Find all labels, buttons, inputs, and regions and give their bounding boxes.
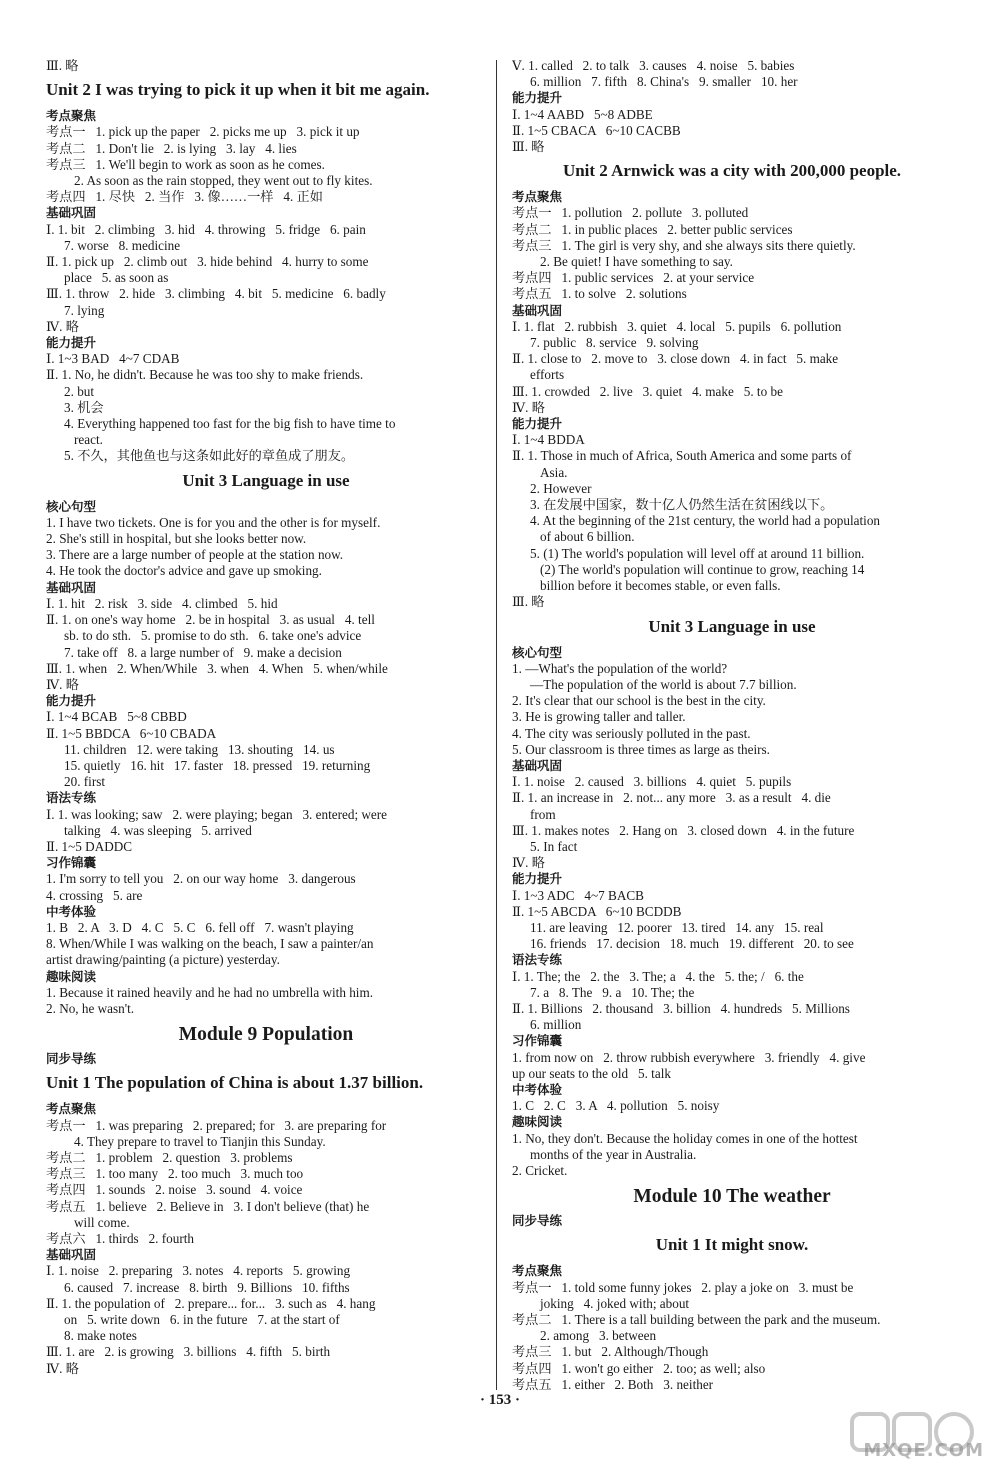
page-number: · 153 ·	[479, 1392, 520, 1408]
answer-line: 11. are leaving 12. poorer 13. tired 14. any 15. real	[530, 919, 824, 935]
answer-line: 1. I have two tickets. One is for you and the other is for myself.	[46, 514, 381, 530]
answer-line: Ⅰ. 1~4 BCAB 5~8 CBBD	[46, 709, 187, 725]
section-heading: 同步导练	[512, 1213, 563, 1229]
answer-line: react.	[74, 432, 103, 448]
unit-title: Unit 1 It might snow.	[655, 1235, 809, 1255]
answer-line: 8. make notes	[64, 1328, 137, 1344]
answer-line: 4. He took the doctor's advice and gave up smoking.	[46, 563, 322, 579]
answer-line: 2. As soon as the rain stopped, they went out to fly kites.	[74, 173, 373, 189]
answer-line: 考点四 1. won't go either 2. too; as well; also	[512, 1360, 766, 1376]
answer-line: 2. No, he wasn't.	[46, 1000, 135, 1016]
answer-line: Ⅴ. 1. called 2. to talk 3. causes 4. noise 5. babies	[512, 58, 795, 73]
column-divider	[496, 60, 497, 1390]
answer-line: 1. C 2. C 3. A 4. pollution 5. noisy	[512, 1098, 720, 1114]
answer-line: Ⅲ. 1. makes notes 2. Hang on 3. closed down 4. in the future	[512, 822, 855, 838]
answer-line: Ⅳ. 略	[512, 855, 545, 871]
section-heading: 考点聚焦	[512, 189, 563, 205]
answer-line: 5. 不久，其他鱼也与这条如此好的章鱼成了朋友。	[64, 448, 355, 464]
answer-line: Ⅱ. 1. an increase in 2. not... any more 3. as a result 4. die	[512, 790, 831, 806]
answer-line: 2. Cricket.	[512, 1163, 568, 1178]
answer-line: 7. a 8. The 9. a 10. The; the	[530, 984, 695, 1000]
answer-line: Ⅱ. 1. on one's way home 2. be in hospital 3. as usual 4. tell	[46, 612, 375, 628]
answer-line: 4. At the beginning of the 21st century, the world had a population	[530, 513, 881, 529]
answer-line: Ⅲ. 1. when 2. When/While 3. when 4. When 5. when/while	[46, 660, 388, 676]
answer-line: 考点五 1. believe 2. Believe in 3. I don't believe (that) he	[46, 1198, 370, 1214]
answer-line: 4. They prepare to travel to Tianjin this Sunday.	[74, 1133, 326, 1149]
answer-line: 3. There are a large number of people at the station now.	[46, 547, 344, 563]
answer-line: Ⅰ. 1. was looking; saw 2. were playing; began 3. entered; were	[46, 806, 388, 822]
answer-line: Asia.	[540, 464, 568, 480]
section-heading: 同步导练	[46, 1051, 97, 1067]
answer-line: 1. No, they don't. Because the holiday comes in one of the hottest	[512, 1130, 858, 1146]
left-column	[46, 58, 486, 1377]
answer-line: 1. I'm sorry to tell you 2. on our way home 3. dangerous	[46, 871, 356, 887]
unit-title: Unit 2 I was trying to pick it up when it bit me again.	[46, 80, 430, 100]
answer-line: 考点一 1. was preparing 2. prepared; for 3. are preparing for	[46, 1117, 387, 1133]
answer-line: 5. (1) The world's population will level off at around 11 billion.	[530, 545, 865, 561]
answer-line: 4. crossing 5. are	[46, 887, 143, 903]
answer-line: 2. It's clear that our school is the best in the city.	[512, 693, 766, 709]
answer-line: Ⅰ. 1. The; the 2. the 3. The; a 4. the 5. the; / 6. the	[512, 968, 804, 984]
answer-line: Ⅳ. 略	[512, 399, 545, 415]
answer-line: 1. —What's the population of the world?	[512, 660, 728, 676]
answer-line: 考点五 1. to solve 2. solutions	[512, 286, 687, 302]
answer-line: 考点三 1. but 2. Although/Though	[512, 1344, 709, 1360]
answer-line: 考点四 1. sounds 2. noise 3. sound 4. voice	[46, 1182, 303, 1198]
section-heading: 能力提升	[46, 693, 97, 709]
answer-line: Ⅱ. 1. close to 2. move to 3. close down 4. in fact 5. make	[512, 351, 839, 367]
module-title: Module 9 Population	[178, 1024, 354, 1046]
answer-line: Ⅰ. 1. flat 2. rubbish 3. quiet 4. local 5. pupils 6. pollution	[512, 318, 842, 334]
answer-line: 考点六 1. thirds 2. fourth	[46, 1231, 194, 1246]
answer-line: Ⅰ. 1. bit 2. climbing 3. hid 4. throwing 5. fridge 6. pain	[46, 221, 366, 237]
answer-line: Ⅲ. 1. throw 2. hide 3. climbing 4. bit 5. medicine 6. badly	[46, 286, 386, 302]
answer-line: 5. Our classroom is three times as large as theirs.	[512, 741, 770, 757]
answer-line: 考点一 1. told some funny jokes 2. play a joke on 3. must be	[512, 1279, 854, 1295]
answer-line: Ⅰ. 1. hit 2. risk 3. side 4. climbed 5. hid	[46, 595, 278, 611]
answer-line: talking 4. was sleeping 5. arrived	[64, 822, 252, 838]
unit-title: Unit 1 The population of China is about 1.37 billion.	[46, 1073, 424, 1093]
answer-line: 6. caused 7. increase 8. birth 9. Billions 10. fifths	[64, 1279, 350, 1295]
answer-line: Ⅳ. 略	[46, 1360, 79, 1376]
answer-line: billion before it becomes stable, or even falls.	[540, 578, 781, 594]
answer-line: of about 6 billion.	[540, 529, 635, 545]
answer-line: sb. to do sth. 5. promise to do sth. 6. take one's advice	[64, 628, 362, 644]
answer-line: Ⅳ. 略	[46, 676, 79, 692]
section-heading: 基础巩固	[512, 302, 563, 318]
section-heading: 核心句型	[46, 498, 97, 514]
answer-line: Ⅱ. 1. No, he didn't. Because he was too shy to make friends.	[46, 367, 364, 383]
section-heading: 基础巩固	[46, 1247, 97, 1263]
answer-line: 20. first	[64, 774, 106, 790]
answer-line: 考点二 1. Don't lie 2. is lying 3. lay 4. lies	[46, 140, 297, 156]
answer-line: Ⅱ. 1. Those in much of Africa, South America and some parts of	[512, 448, 852, 464]
answer-line: 3. 机会	[64, 399, 104, 415]
answer-line: Ⅲ. 略	[512, 594, 545, 610]
answer-line: (2) The world's population will continue to grow, reaching 14	[540, 561, 865, 577]
answer-line: Ⅲ. 1. are 2. is growing 3. billions 4. fifth 5. birth	[46, 1344, 331, 1360]
section-heading: 趣味阅读	[46, 968, 97, 984]
answer-line: artist drawing/painting (a picture) yesterday.	[46, 952, 280, 968]
answer-line: 2. However	[530, 480, 592, 496]
answer-line: 1. Because it rained heavily and he had no umbrella with him.	[46, 984, 374, 1000]
section-heading: 考点聚焦	[512, 1263, 563, 1279]
module-title: Module 10 The weather	[633, 1186, 831, 1208]
answer-line: 11. children 12. were taking 13. shouting 14. us	[64, 741, 335, 757]
answer-line: 考点二 1. in public places 2. better public services	[512, 221, 793, 237]
section-heading: 习作锦囊	[46, 855, 97, 871]
answer-line: from	[530, 806, 556, 822]
answer-line: 7. public 8. service 9. solving	[530, 335, 699, 351]
section-heading: 考点聚焦	[46, 108, 97, 124]
answer-line: will come.	[74, 1214, 130, 1230]
answer-line: Ⅱ. 1. the population of 2. prepare... for... 3. such as 4. hang	[46, 1295, 376, 1311]
section-heading: 习作锦囊	[512, 1033, 563, 1049]
section-heading: 核心句型	[512, 644, 563, 660]
answer-line: Ⅱ. 1~5 DADDC	[46, 838, 133, 854]
answer-line: —The population of the world is about 7.7 billion.	[530, 676, 797, 692]
section-heading: 能力提升	[512, 416, 563, 432]
answer-line: 考点五 1. either 2. Both 3. neither	[512, 1376, 714, 1392]
answer-line: Ⅱ. 1. Billions 2. thousand 3. billion 4. hundreds 5. Millions	[512, 1000, 850, 1016]
answer-line: 考点四 1. 尽快 2. 当作 3. 像……一样 4. 正如	[46, 189, 323, 205]
answer-line: Ⅰ. 1. noise 2. caused 3. billions 4. quiet 5. pupils	[512, 774, 792, 790]
answer-line: 2. She's still in hospital, but she looks better now.	[46, 531, 307, 547]
answer-line: 3. 在发展中国家，数十亿人仍然生活在贫困线以下。	[530, 497, 834, 513]
answer-line: on 5. write down 6. in the future 7. at the start of	[64, 1312, 340, 1328]
unit-title: Unit 3 Language in use	[182, 470, 350, 490]
answer-line: months of the year in Australia.	[530, 1146, 697, 1162]
section-heading: 能力提升	[512, 871, 563, 887]
answer-line: Ⅰ. 1~3 ADC 4~7 BACB	[512, 887, 644, 903]
answer-line: 4. The city was seriously polluted in the past.	[512, 725, 751, 741]
answer-line: 考点二 1. There is a tall building between the park and the museum.	[512, 1312, 881, 1328]
answer-line: 考点二 1. problem 2. question 3. problems	[46, 1149, 293, 1165]
answer-line: 考点三 1. The girl is very shy, and she always sits there quietly.	[512, 237, 856, 253]
answer-line: Ⅱ. 1. pick up 2. climb out 3. hide behind 4. hurry to some	[46, 254, 369, 270]
section-heading: 趣味阅读	[512, 1114, 563, 1130]
section-heading: 语法专练	[46, 790, 97, 806]
answer-line: 考点四 1. public services 2. at your service	[512, 270, 755, 286]
answer-line: 2. among 3. between	[540, 1328, 657, 1344]
answer-line: Ⅳ. 略	[46, 318, 79, 334]
answer-line: 考点三 1. We'll begin to work as soon as he comes.	[46, 156, 325, 172]
section-heading: 基础巩固	[46, 205, 97, 221]
answer-line: 5. In fact	[530, 838, 578, 854]
answer-line: 7. worse 8. medicine	[64, 237, 181, 253]
answer-line: 6. million 7. fifth 8. China's 9. smaller 10. her	[530, 74, 798, 90]
answer-line: 2. Be quiet! I have something to say.	[540, 254, 733, 270]
right-column	[512, 58, 952, 1393]
section-heading: 中考体验	[46, 903, 97, 919]
answer-line: Ⅰ. 1~4 BDDA	[512, 432, 585, 448]
answer-line: Ⅰ. 1. noise 2. preparing 3. notes 4. reports 5. growing	[46, 1263, 351, 1279]
section-heading: 基础巩固	[46, 579, 97, 595]
answer-line: Ⅱ. 1~5 ABCDA 6~10 BCDDB	[512, 903, 682, 919]
answer-line: Ⅱ. 1~5 CBACA 6~10 CACBB	[512, 122, 681, 138]
answer-line: up our seats to the old 5. talk	[512, 1065, 671, 1081]
answer-line: 考点一 1. pick up the paper 2. picks me up 3. pick it up	[46, 124, 360, 140]
answer-line: 考点三 1. too many 2. too much 3. much too	[46, 1166, 304, 1182]
answer-line: 15. quietly 16. hit 17. faster 18. pressed 19. returning	[64, 757, 371, 773]
answer-line: 7. take off 8. a large number of 9. make a decision	[64, 644, 342, 660]
section-heading: 语法专练	[512, 952, 563, 968]
answer-line: 16. friends 17. decision 18. much 19. different 20. to see	[530, 936, 854, 952]
answer-line: 4. Everything happened too fast for the big fish to have time to	[64, 416, 396, 432]
unit-title: Unit 2 Arnwick was a city with 200,000 people.	[562, 161, 902, 181]
answer-line: place 5. as soon as	[64, 270, 169, 286]
answer-line: 考点一 1. pollution 2. pollute 3. polluted	[512, 205, 749, 221]
answer-line: Ⅰ. 1~3 BAD 4~7 CDAB	[46, 351, 180, 367]
answer-line: Ⅱ. 1~5 BBDCA 6~10 CBADA	[46, 725, 217, 741]
answer-line: Ⅲ. 略	[512, 139, 545, 155]
answer-line: Ⅲ. 略	[46, 58, 79, 73]
answer-line: efforts	[530, 367, 565, 383]
section-heading: 基础巩固	[512, 757, 563, 773]
answer-line: 1. B 2. A 3. D 4. C 5. C 6. fell off 7. wasn't playing	[46, 919, 354, 935]
answer-line: 6. million	[530, 1017, 582, 1033]
unit-title: Unit 3 Language in use	[648, 616, 816, 636]
section-heading: 能力提升	[46, 335, 97, 351]
answer-line: 8. When/While I was walking on the beach, I saw a painter/an	[46, 936, 374, 952]
answer-line: 7. lying	[64, 302, 105, 318]
answer-line: Ⅰ. 1~4 AABD 5~8 ADBE	[512, 106, 653, 122]
answer-line: 2. but	[64, 383, 95, 399]
answer-line: 3. He is growing taller and taller.	[512, 709, 686, 725]
answer-line: joking 4. joked with; about	[540, 1295, 690, 1311]
section-heading: 能力提升	[512, 90, 563, 106]
watermark-text: MXQE.COM	[863, 1440, 984, 1461]
section-heading: 中考体验	[512, 1081, 563, 1097]
answer-line: 1. from now on 2. throw rubbish everywhere 3. friendly 4. give	[512, 1049, 866, 1065]
answer-line: Ⅲ. 1. crowded 2. live 3. quiet 4. make 5. to be	[512, 383, 783, 399]
section-heading: 考点聚焦	[46, 1101, 97, 1117]
